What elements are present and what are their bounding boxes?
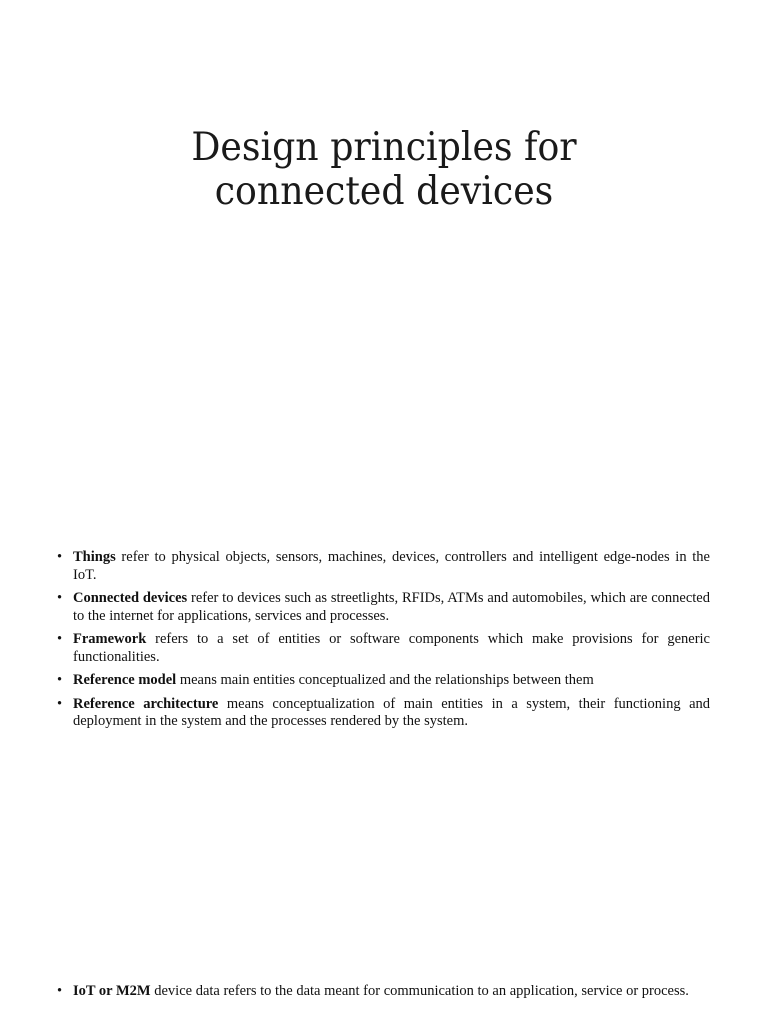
title-line-1: Design principles for — [191, 125, 577, 170]
list-item — [57, 549, 710, 584]
list-item — [57, 983, 710, 1001]
term: Connected devices — [73, 590, 188, 606]
definition: device data refers to the data meant for communication to an application, service or process. — [150, 983, 689, 999]
term: Framework — [73, 631, 147, 647]
term: Things — [73, 549, 116, 565]
definition: refers to a set of entities or software components which make provisions for generic functionalities. — [73, 631, 710, 665]
slide-title — [27, 126, 741, 214]
definitions-list — [57, 549, 710, 737]
definition: means conceptualization of main entities in a system, their functioning and deployment in the system and the processes rendered by the system. — [73, 695, 711, 729]
definition: refer to devices such as streetlights, RFIDs, ATMs and automobiles, which are connected to the internet for applications, services and processes. — [73, 590, 710, 624]
term: IoT or M2M — [73, 983, 151, 999]
list-item — [57, 672, 710, 690]
term: Reference model — [73, 672, 177, 688]
title-line-2: connected devices — [214, 169, 554, 214]
term: Reference architecture — [73, 695, 219, 712]
device-data-list — [57, 983, 710, 1007]
list-item — [57, 696, 710, 731]
definition: refer to physical objects, sensors, machines, devices, controllers and intelligent edge-nodes in the IoT. — [73, 549, 710, 583]
list-item — [57, 631, 710, 666]
definition: means main entities conceptualized and the relationships between them — [176, 672, 594, 688]
list-item — [57, 590, 710, 625]
